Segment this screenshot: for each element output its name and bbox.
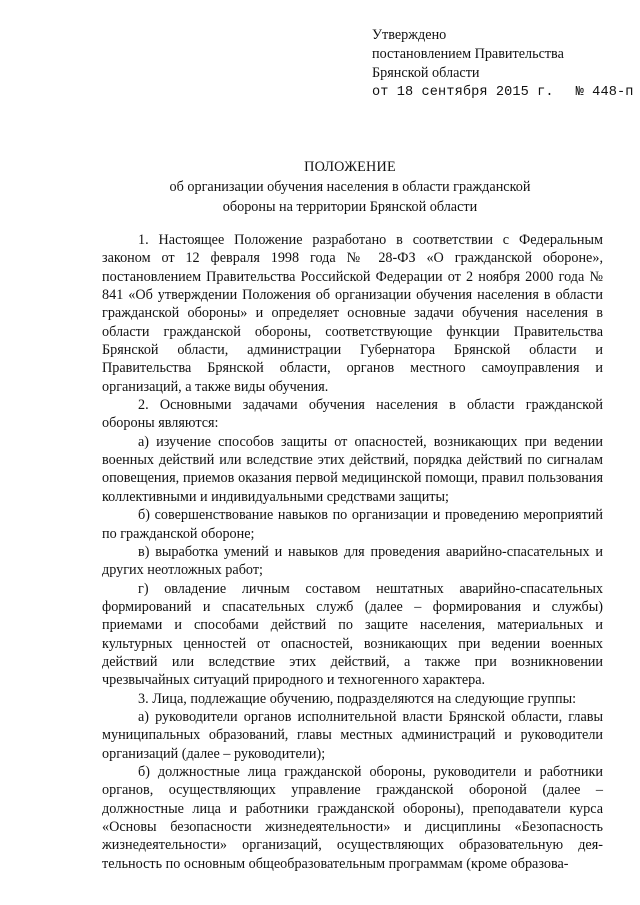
approval-date: от 18 сентября 2015 г. — [372, 85, 554, 100]
paragraph-2b: б) совершенствование навыков по организации и проведению мероприятий по гражданской обороне; — [102, 507, 603, 542]
approval-line-resolution: постановлением Правительства — [372, 46, 564, 62]
approval-line-approved: Утверждено — [372, 27, 447, 43]
paragraph-2a: а) изучение способов защиты от опасностей, возникающих при ведении военных действий или вследствие этих действий, порядка действий по сигналам оповещения, приемов оказания первой медицинской помощи, правил пользования коллективными и индивидуальными средствами защиты; — [102, 433, 603, 505]
approval-date-number — [372, 83, 633, 102]
paragraph-3: 3. Лица, подлежащие обучению, подразделяются на следующие группы: — [138, 690, 577, 707]
paragraph-3a: а) руководители органов исполнительной власти Брянской области, главы муниципальных образований, главы местных администраций и руководители организаций (далее – руководители); — [102, 708, 603, 762]
document-body — [102, 231, 603, 873]
paragraph-2d: г) овладение личным составом нештатных аварийно-спасательных формирований и спасательных служб (далее – формирования и службы) приемами и способами действий по защите населения, материальных и культурных ценностей от опасностей, возникающих при ведении военных действий или вследствие этих действий, а также при возникновении чрезвычайных ситуаций природного и техногенного характера. — [102, 580, 603, 689]
paragraph-1: 1. Настоящее Положение разработано в соответствии с Федеральным законом от 12 февраля 1998 года № 28-ФЗ «О гражданской обороне», постановлением Правительства Российской Федерации от 2 ноября 2000 года № 841 «Об утверждении Положения об организации обучения населения в области гражданской обороны» и определяет основные задачи обучения населения в области гражданской обороны, соответствующие функции Правительства Брянской области, администрации Губернатора Брянской области и Правительства Брянской области, органов местного самоуправления и организаций, а также виды обучения. — [102, 232, 603, 395]
paragraph-3b: б) должностные лица гражданской обороны, руководители и работники органов, осуществляющих управление гражданской обороной (далее – должностные лица и работники гражданской обороны), преподаватели курса «Основы безопасности жизнедеятельности» и дисциплины «Безопасность жизнедеятельности» организаций, осуществляющих образовательную деятельность по основным общеобразовательным программам (кроме образова- — [102, 763, 603, 872]
document-heading — [0, 157, 640, 217]
document-subtitle-line-1: об организации обучения населения в области гражданской — [169, 179, 531, 195]
document-subtitle-line-2: обороны на территории Брянской области — [222, 199, 478, 215]
paragraph-2c: в) выработка умений и навыков для проведения аварийно-спасательных и других неотложных работ; — [102, 543, 603, 579]
paragraph-2: 2. Основными задачами обучения населения в области гражданской обороны являются: — [102, 397, 603, 432]
approval-stamp — [372, 26, 633, 102]
approval-line-region: Брянской области — [372, 65, 480, 81]
approval-number: № 448-п — [575, 85, 634, 100]
document-title: ПОЛОЖЕНИЕ — [304, 159, 396, 175]
